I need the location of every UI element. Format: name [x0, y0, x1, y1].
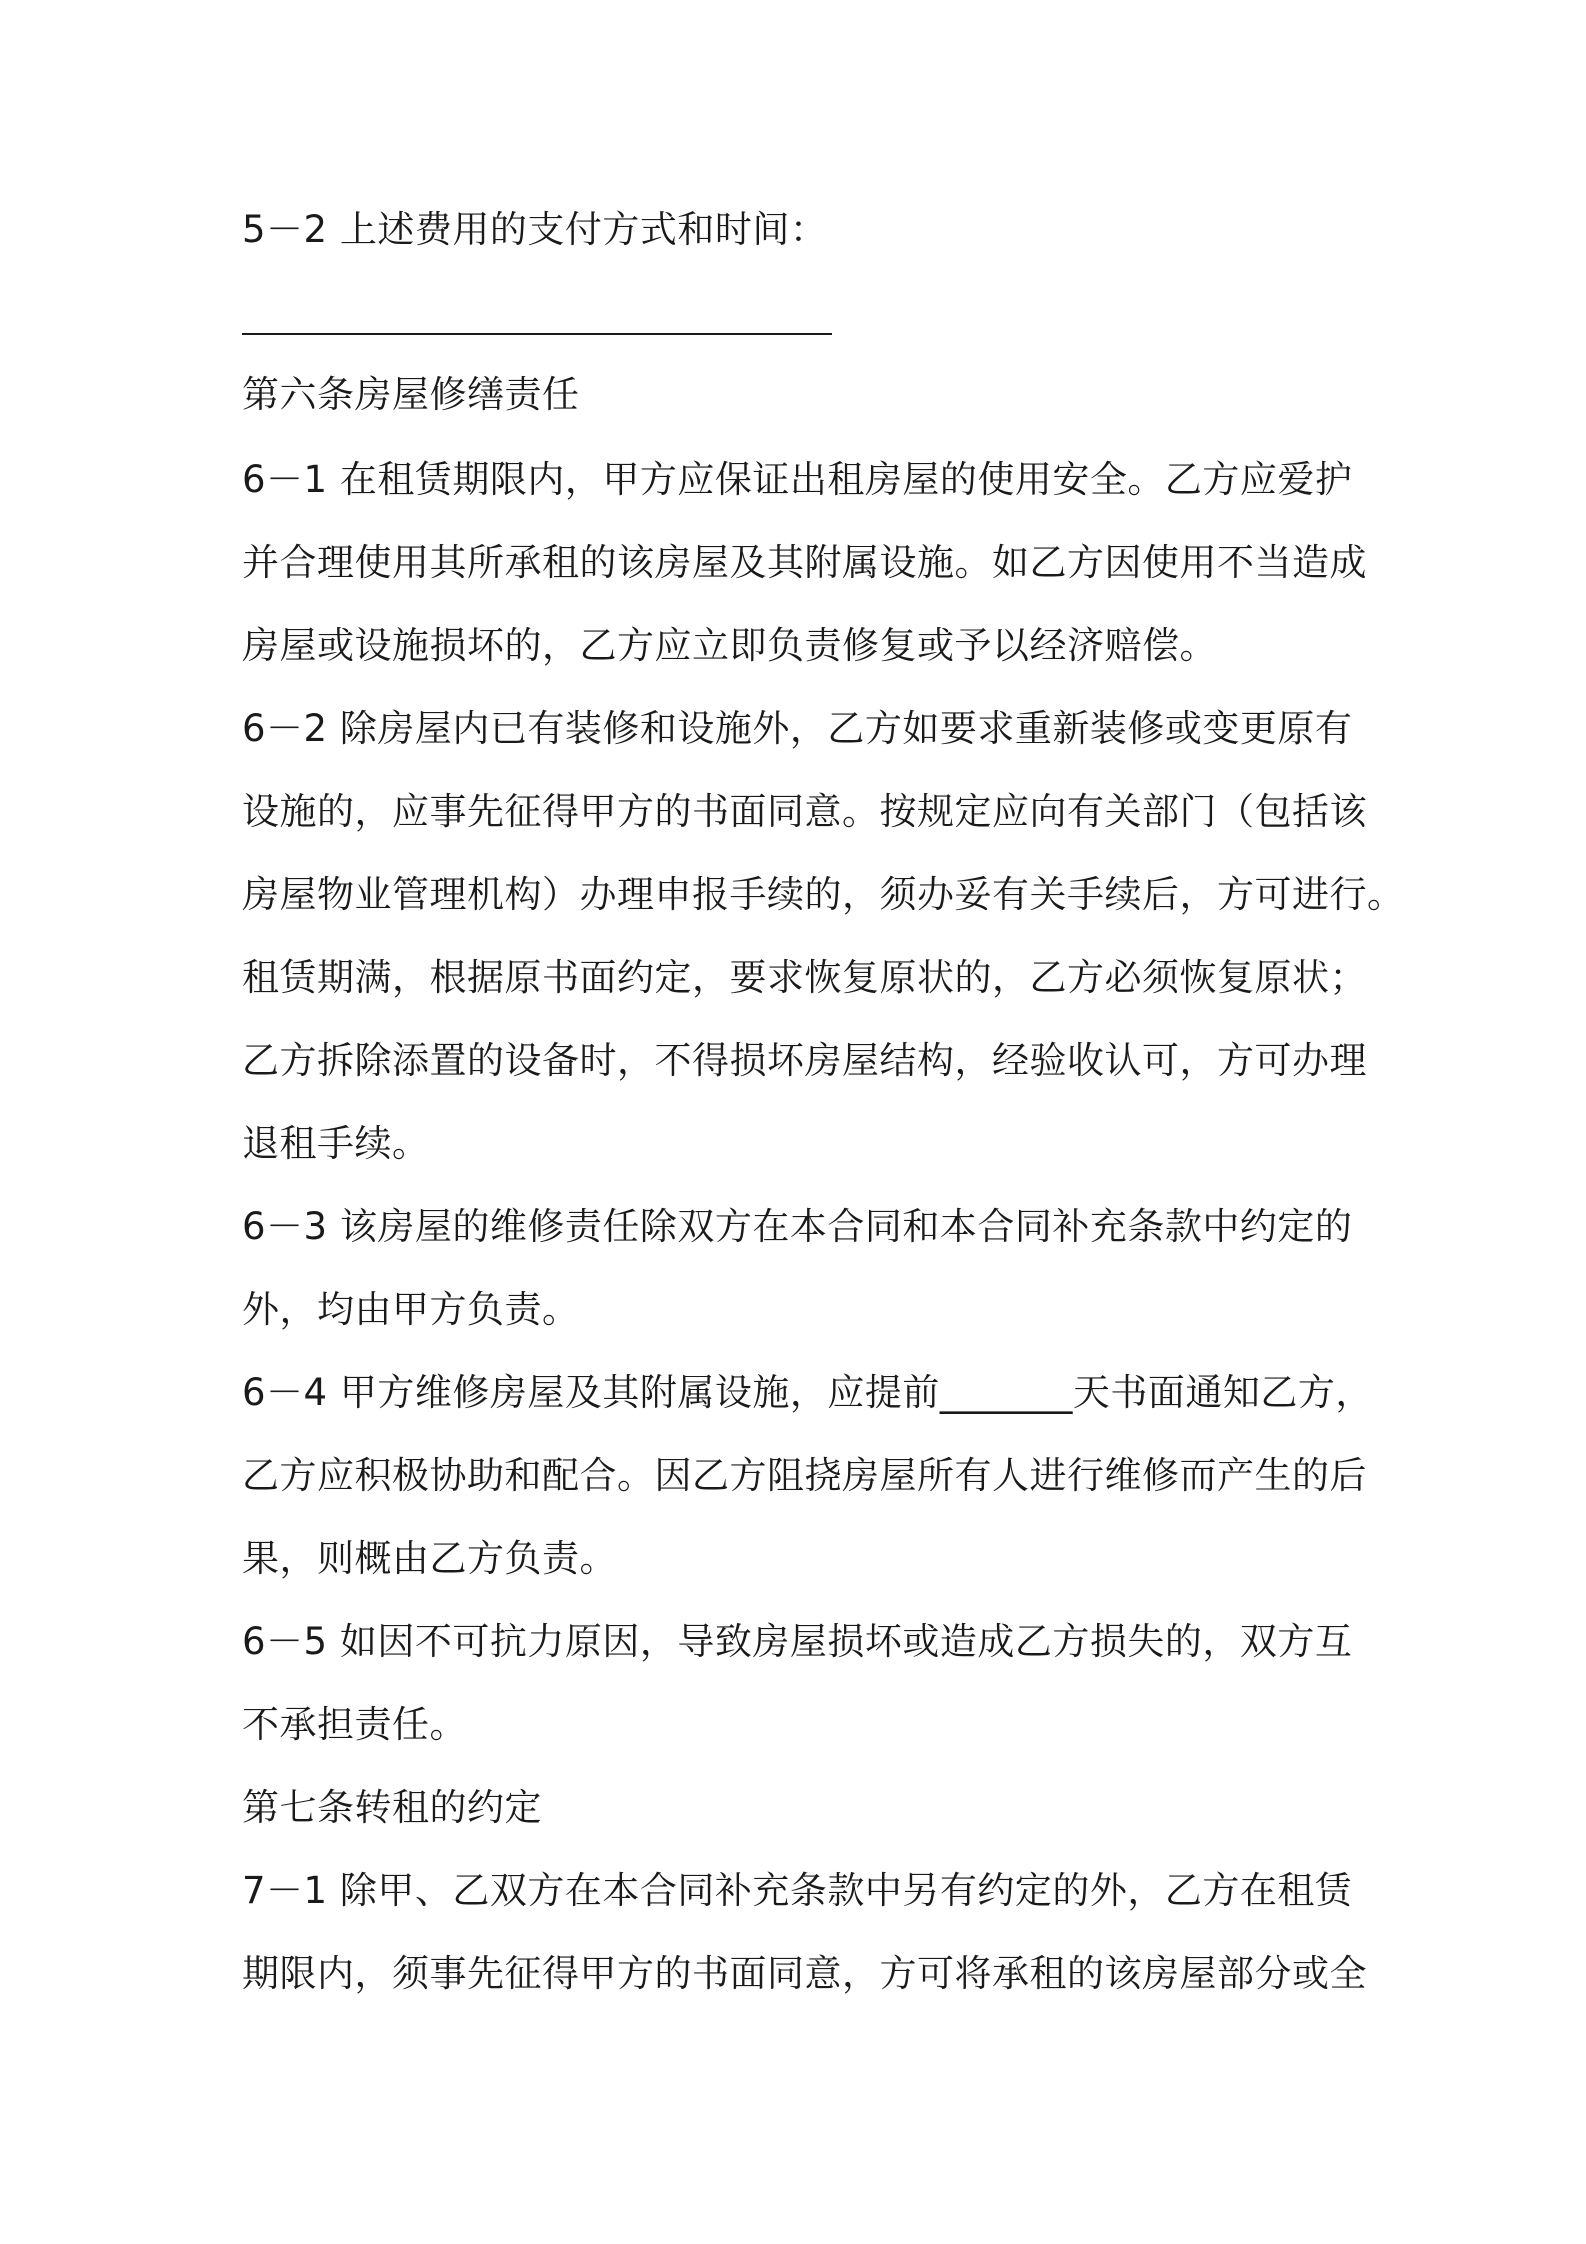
clause-6-2-line-6: 退租手续。: [242, 1122, 430, 1165]
blank-fill-line: [242, 333, 832, 335]
clause-6-2-line-4: 租赁期满，根据原书面约定，要求恢复原状的，乙方必须恢复原状；: [242, 956, 1367, 999]
clause-7-1-line-2: 期限内，须事先征得甲方的书面同意，方可将承租的该房屋部分或全: [242, 1952, 1367, 1995]
clause-6-2-line-2: 设施的，应事先征得甲方的书面同意。按规定应向有关部门（包括该: [242, 790, 1367, 833]
clause-6-5-line-2: 不承担责任。: [242, 1703, 467, 1746]
article-7-heading: 第七条转租的约定: [242, 1786, 542, 1829]
clause-5-2-line: 5－2 上述费用的支付方式和时间：: [242, 208, 828, 251]
clause-6-2-line-1: 6－2 除房屋内已有装修和设施外，乙方如要求重新装修或变更原有: [242, 707, 1353, 750]
clause-6-4-line-3: 果，则概由乙方负责。: [242, 1537, 617, 1580]
clause-6-1-line-2: 并合理使用其所承租的该房屋及其附属设施。如乙方因使用不当造成: [242, 541, 1367, 584]
clause-6-2-line-3: 房屋物业管理机构）办理申报手续的，须办妥有关手续后，方可进行。: [242, 873, 1405, 916]
clause-6-2-line-5: 乙方拆除添置的设备时，不得损坏房屋结构，经验收认可，方可办理: [242, 1039, 1367, 1082]
clause-6-4-line-1: 6－4 甲方维修房屋及其附属设施，应提前_______天书面通知乙方，: [242, 1371, 1373, 1414]
clause-6-5-line-1: 6－5 如因不可抗力原因，导致房屋损坏或造成乙方损失的，双方互: [242, 1620, 1353, 1663]
clause-7-1-line-1: 7－1 除甲、乙双方在本合同补充条款中另有约定的外，乙方在租赁: [242, 1869, 1353, 1912]
clause-6-1-line-1: 6－1 在租赁期限内，甲方应保证出租房屋的使用安全。乙方应爱护: [242, 458, 1353, 501]
article-6-heading: 第六条房屋修缮责任: [242, 373, 580, 416]
clause-6-1-line-3: 房屋或设施损坏的，乙方应立即负责修复或予以经济赔偿。: [242, 624, 1217, 667]
clause-6-3-line-1: 6－3 该房屋的维修责任除双方在本合同和本合同补充条款中约定的: [242, 1205, 1353, 1248]
clause-6-4-line-2: 乙方应积极协助和配合。因乙方阻挠房屋所有人进行维修而产生的后: [242, 1454, 1367, 1497]
clause-6-3-line-2: 外，均由甲方负责。: [242, 1288, 580, 1331]
